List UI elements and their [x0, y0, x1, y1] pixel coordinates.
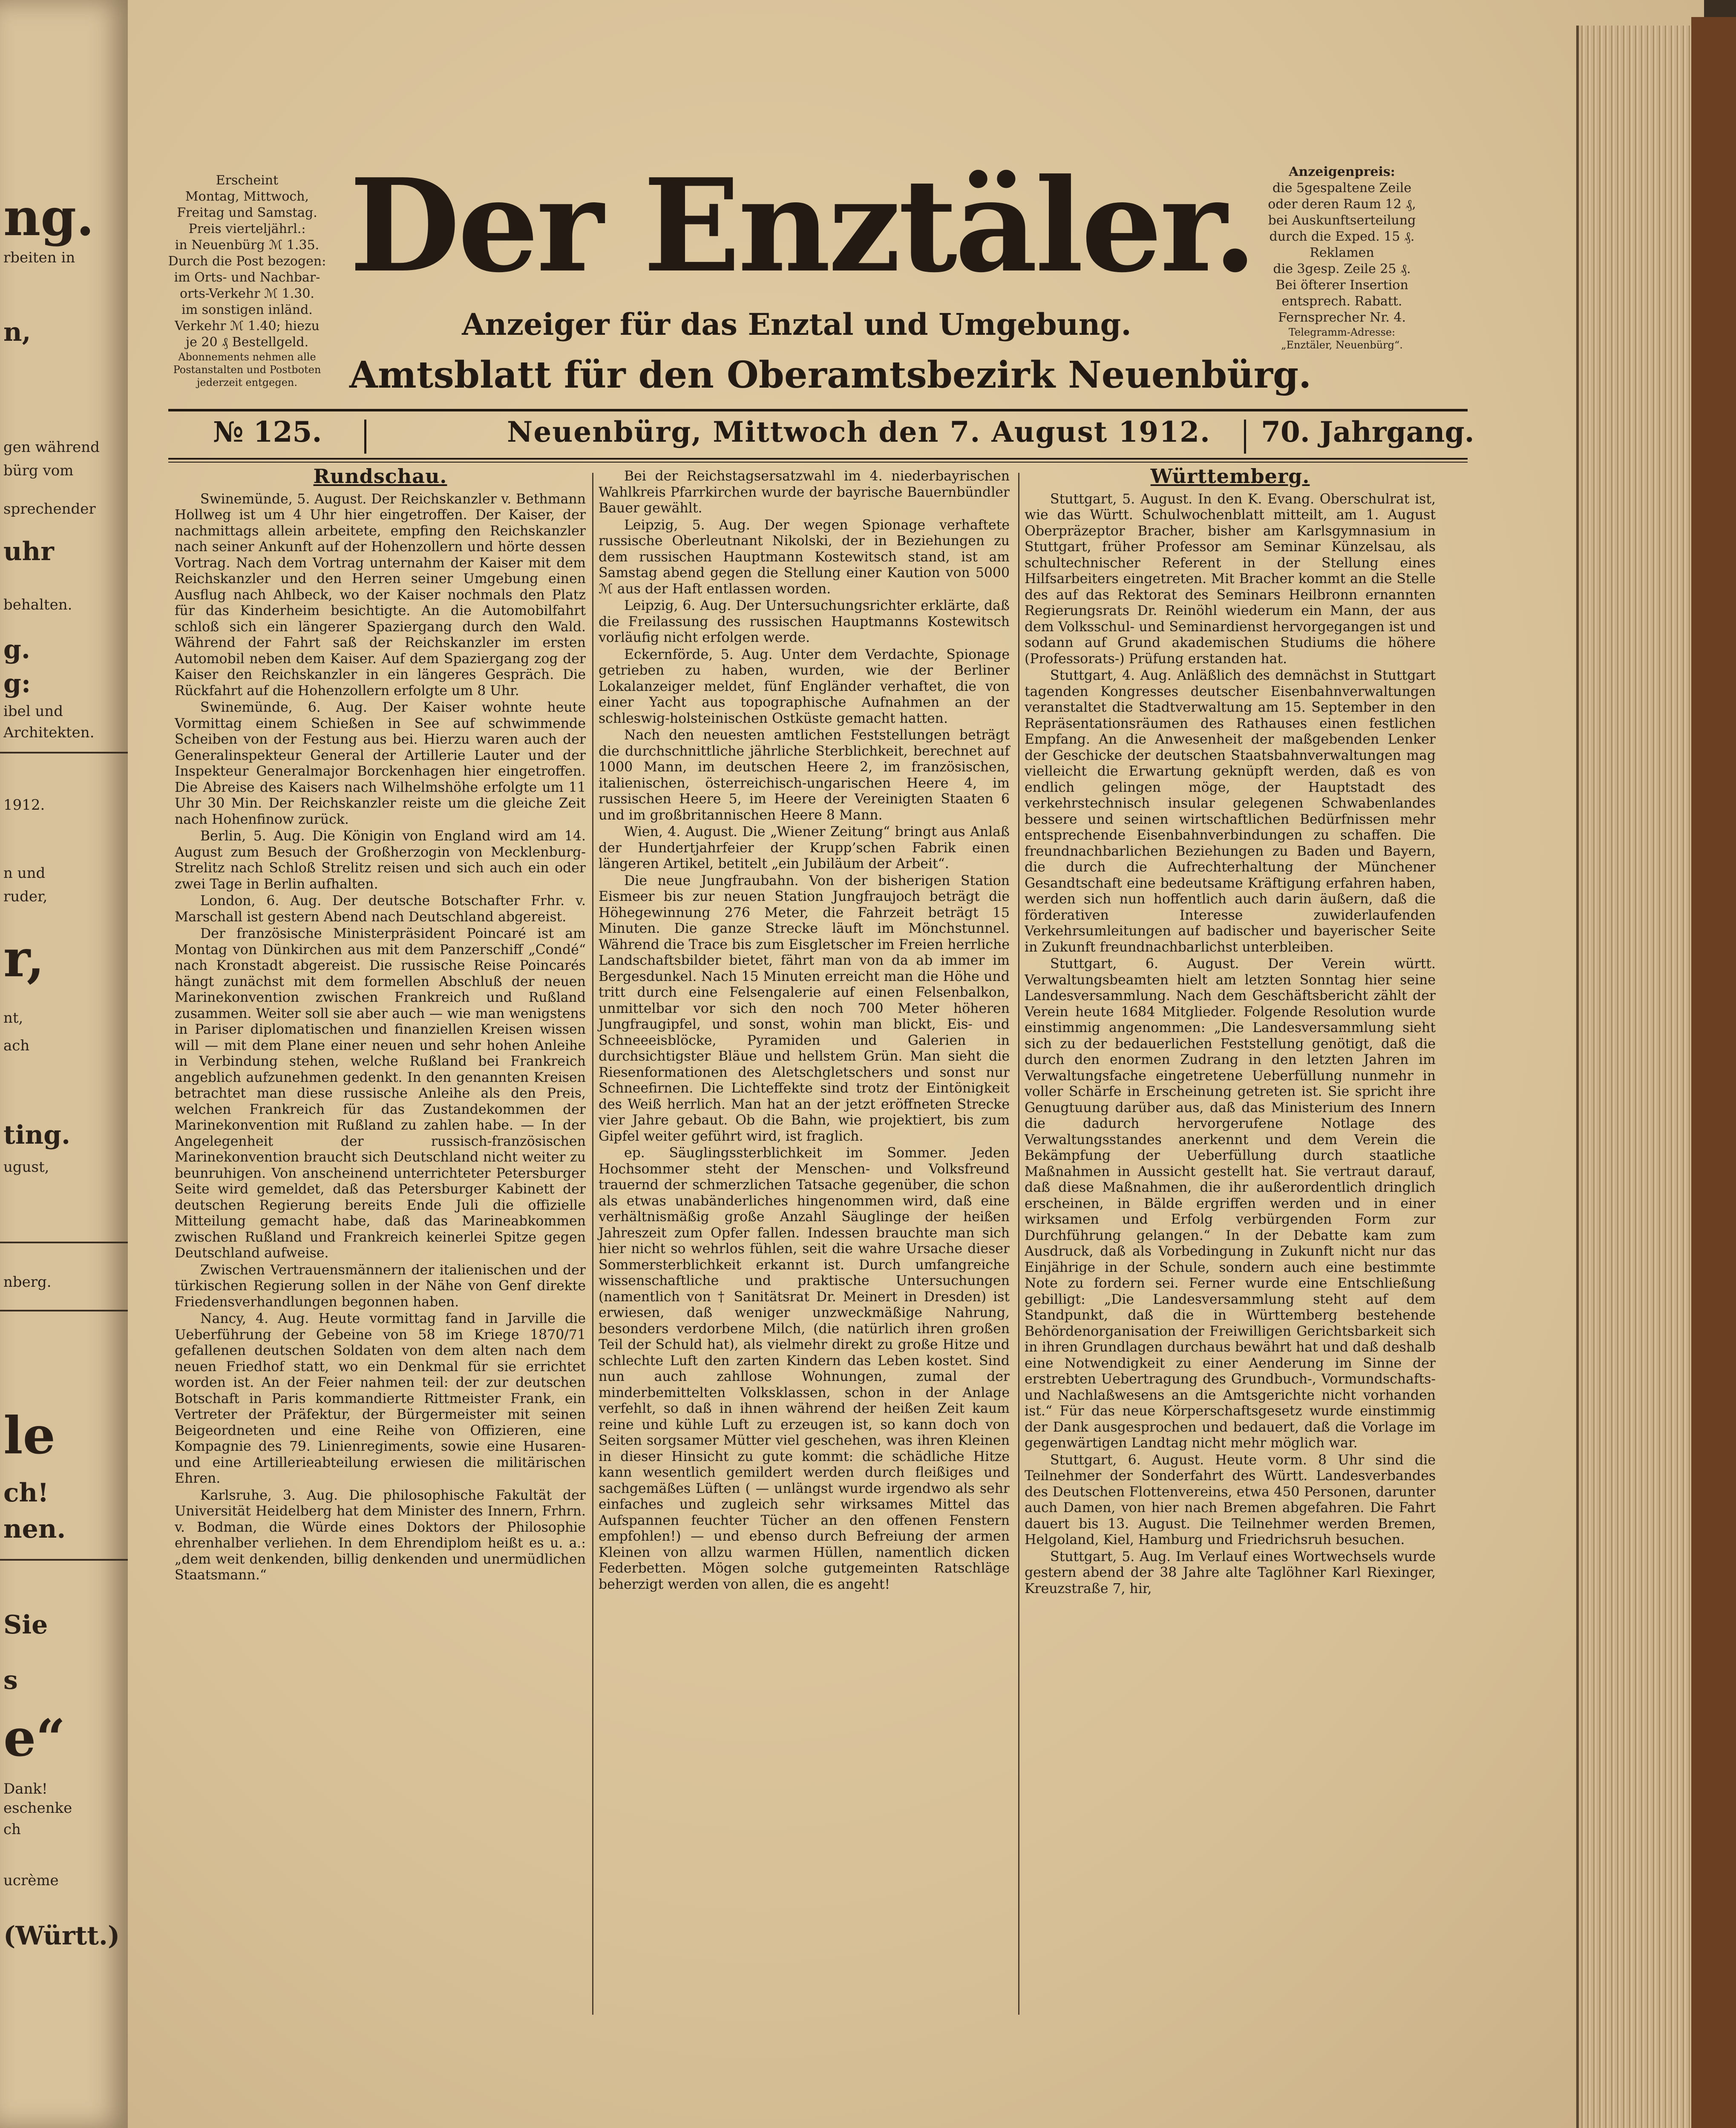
rates-line: die 5gespaltene Zeile [1272, 181, 1412, 196]
dateline-separator [364, 420, 366, 454]
article-paragraph: Berlin, 5. Aug. Die Königin von England wird am 14. August zum Besuch der Großherzogin von Mecklenburg-Strelitz nach Schloß Strelitz reisen und sich auch ein oder zwei Tage in Berlin aufhalten. [175, 828, 586, 892]
subscription-line: je 20 ₰ Bestellgeld. [185, 335, 309, 350]
left-page-fragment: ng. [3, 187, 94, 247]
left-page-fragment: Architekten. [3, 724, 95, 741]
rates-line: durch die Exped. 15 ₰. [1269, 229, 1415, 244]
dateline-date: Neuenbürg, Mittwoch den 7. August 1912. [507, 415, 1211, 449]
subscription-line: Verkehr ℳ 1.40; hiezu [175, 319, 320, 334]
left-page-fragment: nt, [3, 1009, 23, 1027]
masthead-rule [168, 409, 1468, 411]
article-paragraph: Der französische Ministerpräsident Poincaré ist am Montag von Dünkirchen aus mit dem Panzerschiff „Condé“ nach Kronstadt abgereist. Die russische Reise Poincarés hängt zunächst mit dem formellen Abschluß der neuen Marinekonvention zwischen Frankreich und Rußland zusammen. Weiter soll sie aber auch — wie man wenigstens in Pariser diplomatischen und finanziellen Kreisen wissen will — mit dem Plane einer neuen und sehr hohen Anleihe in Verbindung stehen, welche Rußland bei Frankreich angeblich aufzunehmen gedenkt. In den genannten Kreisen betrachtet man diese russische Anleihe als den Preis, welchen Frankreich für das Zustandekommen der Marinekonvention mit Rußland zu zahlen habe. — In der Angelegenheit der russisch-französischen Marinekonvention braucht sich Deutschland nicht weiter zu beunruhigen. Von anscheinend unterrichteter Petersburger Seite wird gemeldet, daß das Petersburger Kabinett der deutschen Regierung bereits Ende Juli die offizielle Mitteilung gemacht habe, daß das Marineabkommen zwischen Rußland und Frankreich keinerlei Spitze gegen Deutschland aufweise. [175, 926, 586, 1261]
column-separator [1018, 473, 1019, 2015]
subscription-info [158, 173, 337, 389]
subscription-line: Erscheint [216, 173, 279, 188]
left-page-fragment: ugust, [3, 1159, 49, 1176]
dateline-separator [1244, 420, 1246, 454]
rates-line: oder deren Raum 12 ₰, [1268, 197, 1416, 212]
left-page-fragment: ch [3, 1821, 21, 1838]
section-heading: Rundschau. [313, 465, 447, 488]
left-page-fragment: g: [3, 669, 31, 699]
subscription-line: im Orts- und Nachbar- [174, 270, 320, 285]
left-page-fragment: nberg. [3, 1274, 52, 1291]
subscription-note: Postanstalten und Postboten [173, 364, 321, 376]
left-page-fragment: 1912. [3, 797, 45, 814]
article-paragraph: Zwischen Vertrauensmännern der italienischen und der türkischen Regierung sollen in der Nähe von Genf direkte Friedensverhandlungen begonnen haben. [175, 1262, 586, 1310]
left-page-fragment: gen während [3, 439, 100, 456]
article-paragraph: Nach den neuesten amtlichen Feststellungen beträgt die durchschnittliche jährliche Sterblichkeit, berechnet auf 1000 Mann, im deutschen Heere 2, im französischen, italienischen, österreichisch-ungarischen Heere 4, im russischen Heere 5, im Heere der Vereinigten Staaten 6 und im großbritannischen Heere 8 Mann. [599, 728, 1010, 823]
left-page-fragment: ach [3, 1037, 30, 1054]
rates-line: Reklamen [1310, 245, 1374, 260]
newspaper-subtitle: Anzeiger für das Enztal und Umgebung. [462, 307, 1131, 342]
article-paragraph: Bei der Reichstagsersatzwahl im 4. niederbayrischen Wahlkreis Pfarrkirchen wurde der bayrische Bauernbündler Bauer gewählt. [599, 469, 1010, 516]
left-page-fragment: s [3, 1665, 18, 1695]
subscription-line: im sonstigen inländ. [181, 302, 313, 317]
article-paragraph: Die neue Jungfraubahn. Von der bisherigen Station Eismeer bis zur neuen Station Jungfraujoch beträgt die Höhegewinnung 276 Meter, die Fahrzeit beträgt 15 Minuten. Die ganze Strecke läuft im Mönchstunnel. Während die Trace bis zum Eisgletscher im Freien herrliche Landschaftsbilder bietet, fährt man von da ab immer im Bergesdunkel. Nach 15 Minuten erreicht man die Höhe und tritt durch eine Felsengalerie auf einen Felsenbalkon, unmittelbar vor sich den noch 700 Meter höheren Jungfraugipfel, und sonst, wohin man blickt, Eis- und Schneeeisblöcke, Pyramiden und Galerien in durchsichtigster Bläue und hellstem Grün. Man sieht die Riesenformationen des Aletschgletschers und sonst nur Schneefirnen. Die Lichteffekte sind trotz der Eintönigkeit des Weiß herrlich. Man hat an der jetzt eröffneten Strecke vier Jahre gebaut. Ob die Bahn, wie projektiert, bis zum Gipfel weiter geführt wird, ist fraglich. [599, 873, 1010, 1144]
left-page-fragment: eschenke [3, 1800, 72, 1817]
left-page-fragment: uhr [3, 537, 54, 567]
left-page-fragment: ting. [3, 1120, 70, 1150]
column-wuerttemberg [1025, 465, 1436, 1597]
rates-line: Bei öfterer Insertion [1275, 278, 1408, 293]
article-paragraph: Wien, 4. August. Die „Wiener Zeitung“ bringt aus Anlaß der Hundertjahrfeier der Krupp’schen Fabrik einen längeren Artikel, betitelt „ein Jubiläum der Arbeit“. [599, 824, 1010, 871]
article-paragraph: London, 6. Aug. Der deutsche Botschafter Frhr. v. Marschall ist gestern Abend nach Deutschland abgereist. [175, 893, 586, 925]
divider [0, 1559, 128, 1561]
column-rundschau [175, 465, 586, 1584]
subscription-note: jederzeit entgegen. [196, 377, 297, 388]
rates-line: bei Auskunftserteilung [1268, 213, 1416, 228]
article-paragraph: ep. Säuglingssterblichkeit im Sommer. Jeden Hochsommer steht der Menschen- und Volksfreund trauernd der schmerzlichen Tatsache gegenüber, die schon als etwas unabänderliches hingenommen wird, daß eine verhältnismäßig große Anzahl Säuglinge der heißen Jahreszeit zum Opfer fallen. Indessen brauchte man sich hier nicht so wehrlos fühlen, seit die wahre Ursache dieser Sommersterblichkeit erkannt ist. Durch umfangreiche wissenschaftliche und praktische Untersuchungen (namentlich von † Sanitätsrat Dr. Meinert in Dresden) ist erwiesen, daß weniger unzweckmäßige Nahrung, besonders verdorbene Milch, (die natürlich ihren großen Teil der Schuld hat), als vielmehr direkt zu große Hitze und schlechte Luft den zarten Kindern das Leben kostet. Sind nun auch zahllose Wohnungen, zumal der minderbemittelten Volksklassen, schon in der Anlage verfehlt, so daß in ihnen während der heißen Zeit kaum reine und kühle Luft zu erzeugen ist, so kann doch von Seiten sorgsamer Mütter viel geschehen, was ihren Kleinen in dieser Hinsicht zu gute kommt: die schädliche Hitze kann wesentlich gemildert werden durch fleißiges und sachgemäßes Lüften ( — unlängst wurde irgendwo als sehr einfaches und zugleich sehr wirksames Mittel das Aufspannen feuchter Tücher an den offenen Fenstern empfohlen!) — und ebenso durch Befreiung der armen Kleinen von allzu warmen Hüllen, namentlich dicken Federbetten. Mögen solche gutgemeinten Ratschläge beherzigt werden von allen, die es angeht! [599, 1145, 1010, 1592]
left-page-fragment: Sie [3, 1610, 48, 1640]
volume-number: 70. Jahrgang. [1261, 415, 1474, 449]
left-page-fragment: ch! [3, 1478, 49, 1508]
article-paragraph: Swinemünde, 5. August. Der Reichskanzler v. Bethmann Hollweg ist um 4 Uhr hier eingetroffen. Der Kaiser, der nachmittags allein arbeitete, empfing den Reichskanzler nach seiner Ankunft auf der Hohenzollern und hörte dessen Vortrag. Nach dem Vortrag unternahm der Kaiser mit dem Reichskanzler und den Herren seiner Umgebung einen Ausflug nach Ahlbeck, wo der Kaiser nochmals den Platz für das Kinderheim besichtigte. An die Automobilfahrt schloß sich ein längerer Spaziergang durch den Wald. Während der Fahrt saß der Reichskanzler im ersten Automobil neben dem Kaiser. Auf dem Spaziergang zog der Kaiser den Reichskanzler in ein längeres Gespräch. Die Rückfahrt auf die Hohenzollern erfolgte um 8 Uhr. [175, 491, 586, 699]
rates-line: Fernsprecher Nr. 4. [1278, 310, 1406, 325]
left-page-fragment: Dank! [3, 1780, 48, 1797]
dateline-rule-thin [168, 462, 1468, 463]
article-paragraph: Stuttgart, 6. August. Der Verein württ. Verwaltungsbeamten hielt am letzten Sonntag hier seine Landesversammlung. Nach dem Geschäftsbericht zählt der Verein heute 1684 Mitglieder. Folgende Resolution wurde einstimmig angenommen: „Die Landesversammlung sieht sich zu der bedauerlichen Feststellung genötigt, daß die durch den enormen Zudrang in den letzten Jahren im Verwaltungsfache eingetretene Ueberfüllung nunmehr in voller Schärfe in Erscheinung getreten ist. Sie spricht ihre Genugtuung darüber aus, daß das Ministerium des Innern die dadurch hervorgerufene Notlage des Verwaltungsstandes anerkennt und dem Verein die Bekämpfung der Ueberfüllung durch staatliche Maßnahmen in Aussicht gestellt hat. Sie vertraut darauf, daß diese Maßnahmen, die ihr außerordentlich dringlich erscheinen, in Bälde ergriffen werden und in einer wirksamen und Erfolg verbürgenden Form zur Durchführung gelangen.“ In der Debatte kam zum Ausdruck, daß als Vorbedingung in Zukunft nicht nur das Einjährige in der Schule, sondern auch eine bestimmte Note zu fordern sei. Ferner wurde eine Entschließung gebilligt: „Die Landesversammlung steht auf dem Standpunkt, daß die in Württemberg bestehende Behördenorganisation der Freiwilligen Gerichtsbarkeit sich in ihren Grundlagen durchaus bewährt hat und daß deshalb eine Notwendigkeit zu einer Aenderung im Sinne der erstrebten Uebertragung des Grundbuch-, Vormundschafts- und Nachlaßwesens an die Amtsgerichte nicht vorhanden ist.“ Für das neue Körperschaftsgesetz wurde einstimmig der Dank ausgesprochen und bedauert, daß die Vorlage im gegenwärtigen Landtag nicht mehr möglich war. [1025, 956, 1436, 1451]
article-paragraph: Nancy, 4. Aug. Heute vormittag fand in Jarville die Ueberführung der Gebeine von 58 im Kriege 1870/71 gefallenen deutschen Soldaten von dem alten nach dem neuen Friedhof statt, wo ein Denkmal für sie errichtet worden ist. An der Feier nahmen teil: der zur deutschen Botschaft in Paris kommandierte Rittmeister Frank, ein Vertreter der Präfektur, der Bürgermeister mit seinen Beigeordneten und eine Reihe von Offizieren, eine Kompagnie des 79. Linienregiments, sowie eine Husaren- und eine Artillerieabteilung erwiesen die militärischen Ehren. [175, 1311, 586, 1486]
section-heading: Württemberg. [1150, 465, 1310, 488]
article-paragraph: Leipzig, 5. Aug. Der wegen Spionage verhaftete russische Oberleutnant Nikolski, der in Beziehungen zu dem russischen Hauptmann Kostewitsch stand, ist am Samstag abend gegen die Stellung einer Kaution von 5000 ℳ aus der Haft entlassen worden. [599, 517, 1010, 597]
column-separator [592, 473, 593, 2015]
advertising-rates [1255, 164, 1429, 351]
left-page-fragment: rbeiten in [3, 249, 75, 266]
article-paragraph: Eckernförde, 5. Aug. Unter dem Verdachte, Spionage getrieben zu haben, wurden, wie der Berliner Lokalanzeiger meldet, fünf Engländer verhaftet, die von einer Yacht aus topographische Aufnahmen an der schleswig-holsteinischen Ostküste gemacht hatten. [599, 647, 1010, 726]
left-facing-page [0, 0, 128, 2128]
rates-line: Anzeigenpreis: [1289, 164, 1395, 179]
left-page-fragment: ruder, [3, 888, 48, 905]
article-paragraph: Karlsruhe, 3. Aug. Die philosophische Fakultät der Universität Heidelberg hat dem Minister des Innern, Frhrn. v. Bodman, die Würde eines Doktors der Philosophie ehrenhalber verliehen. In dem Ehrendiplom heißt es u. a.: „dem weit denkenden, billig denkenden und unermüdlichen Staatsmann.“ [175, 1487, 586, 1583]
telegram-address: „Enztäler, Neuenbürg“. [1281, 339, 1403, 351]
left-page-fragment: (Württ.) [3, 1921, 120, 1951]
divider [0, 752, 128, 753]
article-paragraph: Stuttgart, 5. Aug. Im Verlauf eines Wortwechsels wurde gestern abend der 38 Jahre alte Taglöhner Karl Riexinger, Kreuzstraße 7, hir, [1025, 1549, 1436, 1596]
left-page-fragment: r, [3, 929, 45, 989]
subscription-line: Durch die Post bezogen: [168, 254, 326, 269]
left-page-fragment: n und [3, 865, 46, 882]
column-middle [599, 469, 1010, 1593]
newspaper-subtitle-official: Amtsblatt für den Oberamtsbezirk Neuenbürg. [349, 354, 1312, 397]
left-page-fragment: e“ [3, 1708, 66, 1768]
telegram-address: Telegramm-Adresse: [1288, 326, 1396, 338]
divider [0, 1310, 128, 1311]
left-page-fragment: ibel und [3, 703, 63, 720]
left-page-fragment: nen. [3, 1514, 66, 1544]
left-page-fragment: bürg vom [3, 462, 74, 479]
article-paragraph: Leipzig, 6. Aug. Der Untersuchungsrichter erklärte, daß die Freilassung des russischen Hauptmanns Kostewitsch vorläufig nicht erfolgen werde. [599, 598, 1010, 645]
article-paragraph: Stuttgart, 6. August. Heute vorm. 8 Uhr sind die Teilnehmer der Sonderfahrt des Württ. Landesverbandes des Deutschen Flottenvereins, etwa 450 Personen, darunter auch Damen, von hier nach Bremen abgefahren. Die Fahrt dauert bis 13. August. Die Teilnehmer werden Bremen, Helgoland, Kiel, Hamburg und Friedrichsruh besuchen. [1025, 1452, 1436, 1547]
left-page-fragment: n, [3, 317, 31, 347]
left-page-fragment: behalten. [3, 596, 72, 613]
divider [0, 1242, 128, 1243]
left-page-fragment: ucrème [3, 1872, 59, 1889]
subscription-line: in Neuenbürg ℳ 1.35. [175, 238, 320, 253]
article-paragraph: Swinemünde, 6. Aug. Der Kaiser wohnte heute Vormittag einem Schießen in See auf schwimmende Scheiben von der Festung aus bei. Hierzu waren auch der Generalinspekteur General der Artillerie Lauter und der Inspekteur Generalmajor Borckenhagen hier eingetroffen. Die Abreise des Kaisers nach Wilhelmshöhe erfolgte um 11 Uhr 30 Min. Der Reichskanzler reiste um die gleiche Zeit nach Hohenfinow zurück. [175, 700, 586, 827]
article-paragraph: Stuttgart, 4. Aug. Anläßlich des demnächst in Stuttgart tagenden Kongresses deutscher Eisenbahnverwaltungen veranstaltet die Stadtverwaltung am 15. September in den Repräsentationsräumen des Rathauses einen festlichen Empfang. An die Anwesenheit der maßgebenden Lenker der Geschicke der deutschen Staatsbahnverwaltungen mag vielleicht die Erwartung geknüpft werden, daß es von endlich gelingen möge, der Hauptstadt des verkehrstechnisch insular gelegenen Schwabenlandes bessere und seinen wirtschaftlichen Bedürfnissen mehr entsprechende Eisenbahnverbindungen zu schaffen. Die freundnachbarlichen Beziehungen zu Baden und Bayern, die durch die Aufrechterhaltung der Münchener Gesandtschaft eine bedeutsame Kräftigung erfahren haben, werden sich nun hoffentlich auch darin äußern, daß die förderativen Interesse zuwiderlaufenden Verkehrsumleitungen auf badischer und bayerischer Seite in Zukunft freundnachbarlichst unterbleiben. [1025, 668, 1436, 955]
newspaper-title: Der Enztäler. [349, 150, 1255, 301]
subscription-line: Freitag und Samstag. [177, 205, 317, 220]
subscription-note: Abonnements nehmen alle [178, 351, 316, 363]
rates-line: die 3gesp. Zeile 25 ₰. [1273, 262, 1411, 276]
book-binding [1691, 17, 1736, 2128]
dateline-rule [168, 458, 1468, 460]
left-page-fragment: g. [3, 635, 30, 664]
article-paragraph: Stuttgart, 5. August. In den K. Evang. Oberschulrat ist, wie das Württ. Schulwochenblatt mitteilt, am 1. August Oberpräzeptor Bracher, bisher am Karlsgymnasium in Stuttgart, früher Professor am Seminar Künzelsau, als schultechnischer Referent in der Stellung eines Hilfsarbeiters eingetreten. Mit Bracher kommt an die Stelle des auf das Rektorat des Seminars Heilbronn ernannten Regierungsrats Dr. Reinöhl wiederum ein Mann, der aus dem Volksschul- und Seminardienst hervorgegangen ist und sodann auf Grund akademischen Studiums die höhere (Professorats-) Prüfung erstanden hat. [1025, 491, 1436, 667]
subscription-line: Montag, Mittwoch, [185, 189, 309, 204]
rates-line: entsprech. Rabatt. [1281, 294, 1402, 309]
left-page-fragment: sprechender [3, 500, 96, 518]
left-page-fragment: le [3, 1406, 55, 1466]
subscription-line: orts-Verkehr ℳ 1.30. [180, 286, 314, 301]
issue-number: № 125. [213, 415, 322, 449]
subscription-line: Preis vierteljährl.: [188, 221, 306, 236]
